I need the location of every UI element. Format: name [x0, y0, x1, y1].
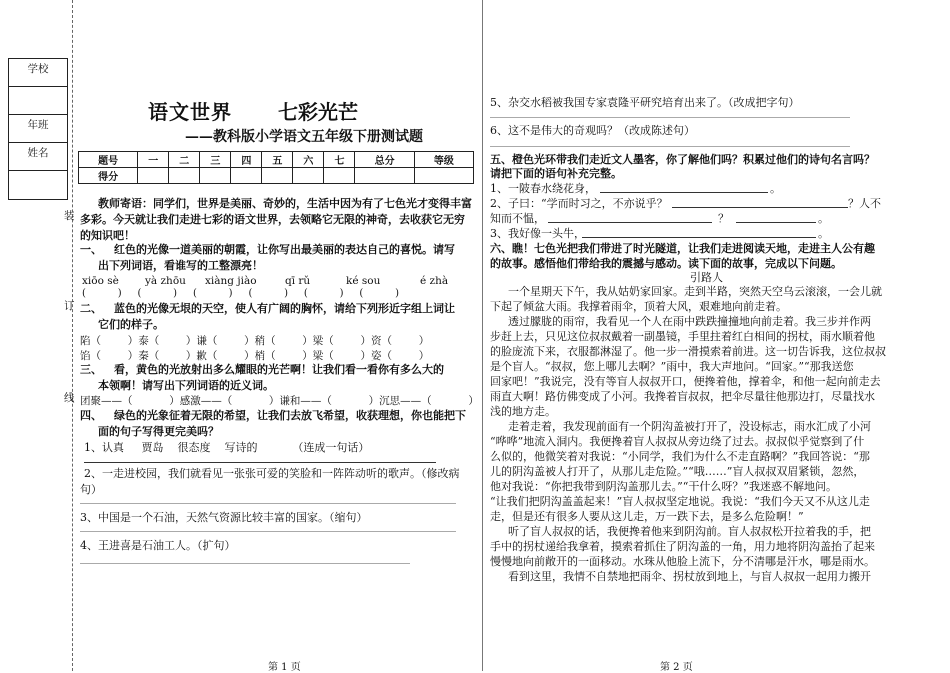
score-table [78, 151, 474, 184]
story-line: 浅的地方走。 [490, 405, 556, 418]
q2-num: 二、 [80, 302, 102, 315]
story-line: 么似的，他微笑着对我说：“小同学，我们为什么不走直路啊？”我回答说：“那 [490, 450, 870, 463]
score-col: 六 [293, 152, 324, 168]
q3-text-2: 本领啊！请写出下列词语的近义词。 [98, 379, 274, 392]
q4-answer-line-3[interactable] [80, 531, 456, 532]
student-info-box [8, 58, 68, 200]
story-line: “哗哗”地流入洞内。我便搀着盲人叔叔从旁边绕了过去。叔叔似乎觉察到了什 [490, 435, 865, 448]
q4-answer-line-6[interactable] [490, 146, 850, 147]
name-field[interactable] [9, 171, 67, 198]
page-number-1: 第 1 页 [268, 662, 301, 673]
q2-heading [80, 301, 455, 317]
score-col: 七 [324, 152, 355, 168]
q1-pinyin-1: xiōo sè [82, 275, 119, 287]
score-col: 四 [231, 152, 262, 168]
story-line: 回家吧！”我说完，没有等盲人叔叔开口，便搀着他，撑着伞，和他一起向前走去 [490, 375, 881, 388]
q3-text: 看，黄色的光放射出多么耀眼的光芒啊！让我们看一看你有多么大的 [114, 363, 444, 376]
q5-item-3: 3、我好像一头牛， [490, 227, 585, 240]
q4-text: 绿色的光象征着无限的希望，让我们去放飞希望，收获理想，你也能把下 [114, 409, 466, 422]
score-col: 二 [169, 152, 200, 168]
story-line: 步赶上去，只见这位叔叔戴着一副墨镜，手里拄着红白相间的拐杖，雨水顺着他 [490, 330, 875, 343]
score-col: 三 [200, 152, 231, 168]
q4-num: 四、 [80, 409, 102, 422]
q1-text-2: 出下列词语，看谁写的工整漂亮！ [98, 259, 263, 272]
story-line: 的脸庞流下来，衣服都淋湿了。他一步一滑摸索着前进。这一切告诉我，这位叔叔 [490, 345, 886, 358]
q5-item-2b-end: 。 [818, 212, 829, 225]
q1-pinyin-4: qī rǔ [285, 275, 311, 287]
page-title: 语文世界 [148, 100, 232, 124]
q4-item-2: 2、一走进校园，我们就看见一张张可爱的笑脸和一阵阵动听的歌声。（修改病 [84, 467, 460, 480]
q4-answer-line-4[interactable] [80, 563, 410, 564]
q3-heading [80, 362, 444, 378]
binding-line [72, 0, 73, 671]
q4-item-5: 5、杂交水稻被我国专家袁隆平研究培育出来了。（改成把字句） [490, 96, 800, 109]
page-number-2: 第 2 页 [660, 662, 693, 673]
score-col: 总分 [355, 152, 414, 168]
page-subtitle: ——教科版小学语文五年级下册测试题 [185, 129, 423, 145]
score-row-label: 得分 [79, 168, 138, 184]
binding-char-3: 线 [64, 392, 75, 404]
q1-answer-brackets[interactable]: ( ) ( ) ( ) ( ) ( ) ( ) [82, 288, 400, 299]
q5-answer-line-3[interactable] [548, 222, 712, 223]
intro-line-2: 多彩。今天就让我们走进七彩的语文世界，去领略它无限的神奇，去收获它无穷 [80, 213, 465, 226]
score-value-row [79, 168, 474, 184]
score-col: 五 [262, 152, 293, 168]
story-line: 儿的阴沟盖被人打开了，从那儿走危险。”“哦……”盲人叔叔双眉紧锁，忽然， [490, 465, 865, 478]
score-cell[interactable] [200, 168, 231, 184]
score-cell[interactable] [138, 168, 169, 184]
intro-line-3: 的知识吧！ [80, 229, 135, 242]
q5-item-1: 1、一陂春水绕花身， [490, 182, 596, 195]
q1-pinyin-6: é zhà [420, 275, 449, 287]
q5-answer-line-4[interactable] [736, 222, 816, 223]
score-cell[interactable] [169, 168, 200, 184]
q3-row[interactable]: 团聚——（ ）感激——（ ）谦和——（ ）沉思——（ ） [80, 395, 479, 407]
q5-heading-2: 请把下面的语句补充完整。 [490, 167, 622, 180]
binding-char-1: 装 [64, 210, 75, 222]
intro-label: 教师寄语： [98, 197, 153, 210]
school-field[interactable] [9, 87, 67, 115]
q4-item-2b: 句） [80, 483, 102, 496]
intro-line-1 [98, 196, 472, 212]
q4-answer-line-5[interactable] [490, 117, 850, 118]
story-title: 引路人 [690, 271, 723, 284]
score-cell[interactable] [324, 168, 355, 184]
q1-pinyin-5: ké sou [346, 275, 381, 287]
q5-item-2b: 知而不愠， [490, 212, 545, 225]
q5-answer-line-5[interactable] [582, 237, 816, 238]
score-cell[interactable] [414, 168, 473, 184]
score-cell[interactable] [262, 168, 293, 184]
q2-text: 蓝色的光像无垠的天空，使人有广阔的胸怀，请给下列形近字组上词让 [114, 302, 455, 315]
q4-answer-line-1[interactable] [84, 462, 436, 463]
q5-item-3-end: 。 [818, 227, 829, 240]
q5-item-1-end: 。 [770, 182, 781, 195]
story-line: 走，但是还有很多人要从这儿走，万一跌下去，是多么危险啊！” [490, 510, 804, 523]
story-line: “让我们把阴沟盖盖起来！”盲人叔叔坚定地说。我说：“我们今天又不从这儿走 [490, 495, 870, 508]
page-divider [482, 0, 483, 671]
story-line: 听了盲人叔叔的话，我便搀着他来到阴沟前。盲人叔叔松开拉着我的手，把 [508, 525, 871, 538]
score-cell[interactable] [231, 168, 262, 184]
score-cell[interactable] [355, 168, 414, 184]
score-col: 题号 [79, 152, 138, 168]
name-label: 姓名 [9, 143, 67, 171]
q4-answer-line-2[interactable] [80, 503, 456, 504]
page-title-2: 七彩光芒 [278, 100, 358, 124]
story-line: 慢慢地向前敞开的一面移动。水珠从他脸上流下，分不清哪是汗水，哪是雨水。 [490, 555, 875, 568]
binding-char-2: 订 [64, 300, 75, 312]
q1-heading [80, 242, 455, 258]
q2-row-2[interactable]: 馅（ ）秦（ ）歉（ ）梢（ ）梁（ ）姿（ ） [80, 350, 430, 362]
story-line: 看到这里，我情不自禁地把雨伞、拐杖放到地上，与盲人叔叔一起用力搬开 [508, 570, 871, 583]
q5-answer-line-1[interactable] [600, 192, 768, 193]
school-label: 学校 [9, 59, 67, 87]
story-line: 走着走着，我发现前面有一个阴沟盖被打开了，没设标志，雨水汇成了小河 [508, 420, 871, 433]
q3-num: 三、 [80, 363, 102, 376]
q5-item-2-end: ？人不 [848, 197, 881, 210]
q5-item-2b-q: ？ [718, 212, 729, 225]
story-line: 雨直大啊！路仿佛变成了小河。我搀着盲叔叔，把伞尽量往他那边打，尽量找水 [490, 390, 875, 403]
q6-heading-2: 的故事。感悟他们带给我的震撼与感动。读下面的故事，完成以下问题。 [490, 257, 842, 270]
class-label: 年班 [9, 115, 67, 143]
story-line: 他对我说：“你把我带到阴沟盖那儿去。”“干什么呀？”我迷惑不解地问。 [490, 480, 837, 493]
q4-item-4: 4、王进喜是石油工人。（扩句） [80, 539, 236, 552]
q4-heading [80, 408, 466, 424]
q4-text-2: 面的句子写得更完美吗？ [98, 425, 219, 438]
story-line: 是个盲人。“叔叔，您上哪儿去啊？”雨中，我大声地问。“回家。”“那我送您 [490, 360, 854, 373]
q1-num: 一、 [80, 243, 102, 256]
q4-item-3: 3、中国是一个石油，天然气资源比较丰富的国家。（缩句） [80, 511, 368, 524]
story-line: 手中的拐杖递给我拿着，摸索着抓住了阴沟盖的一角，用力地将阴沟盖抬了起来 [490, 540, 875, 553]
q4-item-6: 6、这不是伟大的奇观吗？（改成陈述句） [490, 124, 695, 137]
q2-text-2: 它们的样子。 [98, 318, 164, 331]
story-line: 一个星期天下午，我从姑奶家回家。走到半路，突然天空乌云滚滚，一会儿就 [508, 285, 882, 298]
q5-heading: 五、橙色光环带我们走近文人墨客，你了解他们吗？积累过他们的诗句名言吗？ [490, 153, 875, 166]
q1-pinyin-2: yà zhōu [145, 275, 186, 287]
q2-row-1[interactable]: 陷（ ）泰（ ）谦（ ）稍（ ）梁（ ）资（ ） [80, 335, 430, 347]
score-col: 一 [138, 152, 169, 168]
q1-pinyin-3: xiàng jiào [205, 275, 257, 287]
story-line: 下起了倾盆大雨。我撑着雨伞，顶着大风，艰难地向前走着。 [490, 300, 787, 313]
q5-answer-line-2[interactable] [672, 207, 848, 208]
story-line: 透过朦胧的雨帘，我看见一个人在雨中跌跌撞撞地向前走着。我三步并作两 [508, 315, 871, 328]
q1-text: 红色的光像一道美丽的朝霞，让你写出最美丽的表达自己的喜悦。请写 [114, 243, 455, 256]
score-header-row [79, 152, 474, 168]
intro-text-1: 同学们，世界是美丽、奇妙的，生活中因为有了七色光才变得丰富 [153, 197, 472, 210]
q5-item-2: 2、子曰：“学而时习之，不亦说乎？ [490, 197, 668, 210]
q4-item-1: 1、认真 贾岛 很态度 写诗的 （连成一句话） [84, 441, 370, 454]
score-col: 等级 [414, 152, 473, 168]
q6-heading: 六、瞧！七色光把我们带进了时光隧道，让我们走进阅读天地，走进主人公有趣 [490, 242, 875, 255]
score-cell[interactable] [293, 168, 324, 184]
